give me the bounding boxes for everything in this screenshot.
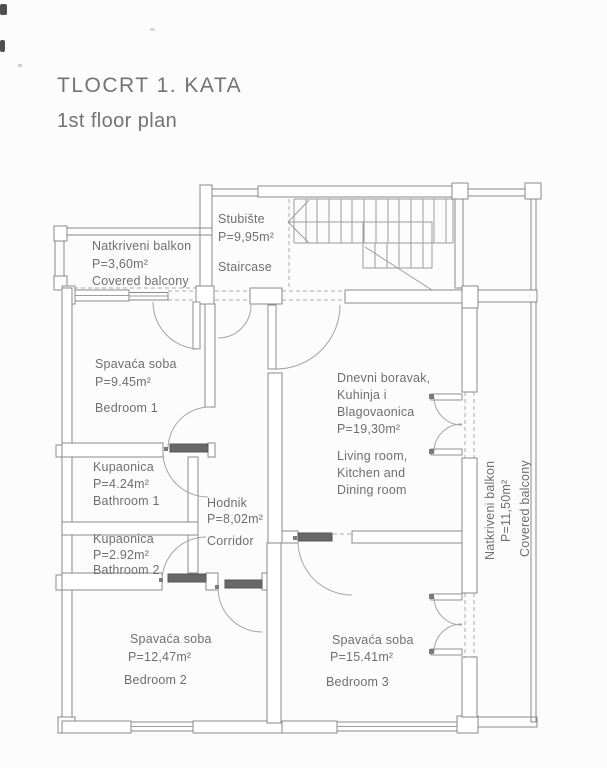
label-corridor-name-en: Corridor xyxy=(207,534,254,548)
door-arc-bath1 xyxy=(163,452,208,497)
door-leaf-living-french-2 xyxy=(431,449,462,455)
wall-left-joint-tick-2 xyxy=(56,575,62,590)
door-arc-bed1 xyxy=(168,407,210,449)
label-bedroom1-name-en: Bedroom 1 xyxy=(95,401,158,415)
wall-bath1-top-jamb xyxy=(208,443,215,457)
label-living-name-hr-1: Dnevni boravak, xyxy=(337,371,431,385)
door-arc-living-french-1 xyxy=(434,397,462,425)
balcony-right-upper-edge xyxy=(531,199,536,290)
balcony-tl-left-rail xyxy=(55,241,64,276)
wall-bath-right-upper xyxy=(188,457,198,522)
stair-landing-outline xyxy=(363,222,432,268)
wall-stair-top-connector xyxy=(212,189,258,196)
wall-stair-right-thin xyxy=(455,199,463,288)
door-arc-living-french-2 xyxy=(434,424,462,452)
door-leaf-entry xyxy=(268,305,276,369)
door-leaf-bed3-french-1 xyxy=(431,594,462,600)
balcony-right-bottom-edge xyxy=(478,717,537,727)
label-balcony-right-name-en: Covered balcony xyxy=(518,460,532,557)
wall-stair-top xyxy=(258,186,454,197)
wall-stair-top-right-column xyxy=(452,183,468,199)
door-bar-bed3 xyxy=(298,533,332,541)
label-corridor-name-hr: Hodnik xyxy=(207,496,248,510)
door-arc-bed3-french-1 xyxy=(434,597,462,625)
wall-right-ne-corner xyxy=(462,286,478,308)
label-bedroom3-name-en: Bedroom 3 xyxy=(326,675,389,689)
page-title: TLOCRT 1. KATA xyxy=(57,74,243,97)
label-staircase-name-en: Staircase xyxy=(218,260,272,274)
wall-bath1-top xyxy=(62,443,163,457)
wall-bed2-bed3-divider xyxy=(267,543,281,723)
label-bathroom2-name-hr: Kupaonica xyxy=(93,532,154,546)
balcony-top-right-rail xyxy=(468,189,526,196)
wall-left-exterior xyxy=(62,288,72,733)
label-living-name-hr-2: Kuhinja i xyxy=(337,388,387,402)
staircase-group xyxy=(288,199,453,301)
label-living-name-en-2: Kitchen and xyxy=(337,466,406,480)
wall-bottom-1 xyxy=(62,721,131,733)
wall-right-b xyxy=(462,458,477,593)
page-subtitle: 1st floor plan xyxy=(57,110,178,132)
label-bathroom1-name-en: Bathroom 1 xyxy=(93,494,160,508)
door-leaf-living-french-1 xyxy=(431,394,462,400)
balcony-right-top-wall xyxy=(478,290,537,302)
label-balcony-tl-name-en: Covered balcony xyxy=(92,274,189,288)
wall-bath-right-lower xyxy=(188,535,198,573)
label-bedroom1-name-hr: Spavaća soba xyxy=(95,357,177,371)
label-staircase-name-hr: Stubište xyxy=(218,212,265,226)
label-bathroom2-area: P=2.92m² xyxy=(93,548,150,562)
wall-living-bottom-b xyxy=(352,531,462,543)
wall-living-left xyxy=(268,373,282,543)
door-bar-bath1 xyxy=(170,444,208,452)
wall-bottom-3 xyxy=(282,721,337,733)
door-arc-bed3-french-2 xyxy=(434,624,462,652)
door-arc-entry xyxy=(276,305,340,369)
label-balcony-tl-area: P=3,60m² xyxy=(92,257,149,271)
balcony-tl-top-rail xyxy=(55,228,212,235)
wall-right-a xyxy=(462,308,477,392)
stair-treads xyxy=(294,199,453,243)
wall-bed1-north-column xyxy=(196,286,214,304)
label-balcony-right-area: P=11,50m² xyxy=(499,479,513,542)
door-arc-bed3 xyxy=(298,541,352,595)
door-leaf-bed3-french-2 xyxy=(431,649,462,655)
label-staircase-area: P=9,95m² xyxy=(218,230,275,244)
label-bedroom3-area: P=15.41m² xyxy=(330,650,394,664)
wall-living-top xyxy=(345,290,462,303)
label-balcony-tl-name-hr: Natkriveni balkon xyxy=(92,239,192,253)
label-corridor-area: P=8,02m² xyxy=(207,512,264,526)
balcony-tl-left-top-block xyxy=(54,226,67,241)
label-bathroom1-name-hr: Kupaonica xyxy=(93,460,154,474)
label-living-name-hr-3: Blagovaonica xyxy=(337,405,415,419)
label-bathroom1-area: P=4.24m² xyxy=(93,477,150,491)
label-bedroom3-name-hr: Spavaća soba xyxy=(332,633,414,647)
door-bar-bath2 xyxy=(168,574,206,582)
label-living-area: P=19,30m² xyxy=(337,422,401,436)
wall-entry-a xyxy=(250,288,282,304)
label-bedroom2-area: P=12,47m² xyxy=(128,650,192,664)
label-bedroom2-name-en: Bedroom 2 xyxy=(124,673,187,687)
label-bathroom2-name-en: Bathroom 2 xyxy=(93,563,160,577)
label-bedroom1-area: P=9.45m² xyxy=(95,375,152,389)
door-arc-landing xyxy=(218,305,251,338)
door-bar-bed2 xyxy=(225,580,262,588)
stair-lower-treads xyxy=(294,243,453,268)
wall-bed1-right xyxy=(205,304,215,407)
label-living-name-en-1: Living room, xyxy=(337,449,408,463)
door-arc-bed2 xyxy=(218,588,262,632)
wall-stair-left xyxy=(200,185,212,288)
doors xyxy=(153,302,462,655)
wall-right-c xyxy=(462,657,477,717)
label-living-name-en-3: Dining room xyxy=(337,483,407,497)
wall-left-joint-tick-1 xyxy=(56,445,62,457)
label-bedroom2-name-hr: Spavaća soba xyxy=(130,632,212,646)
wall-bottom-se-corner xyxy=(457,716,478,733)
balcony-top-right-column xyxy=(525,183,541,199)
label-balcony-right-name-hr: Natkriveni balkon xyxy=(483,460,497,560)
door-leaf-bed1-balcony xyxy=(193,302,200,349)
